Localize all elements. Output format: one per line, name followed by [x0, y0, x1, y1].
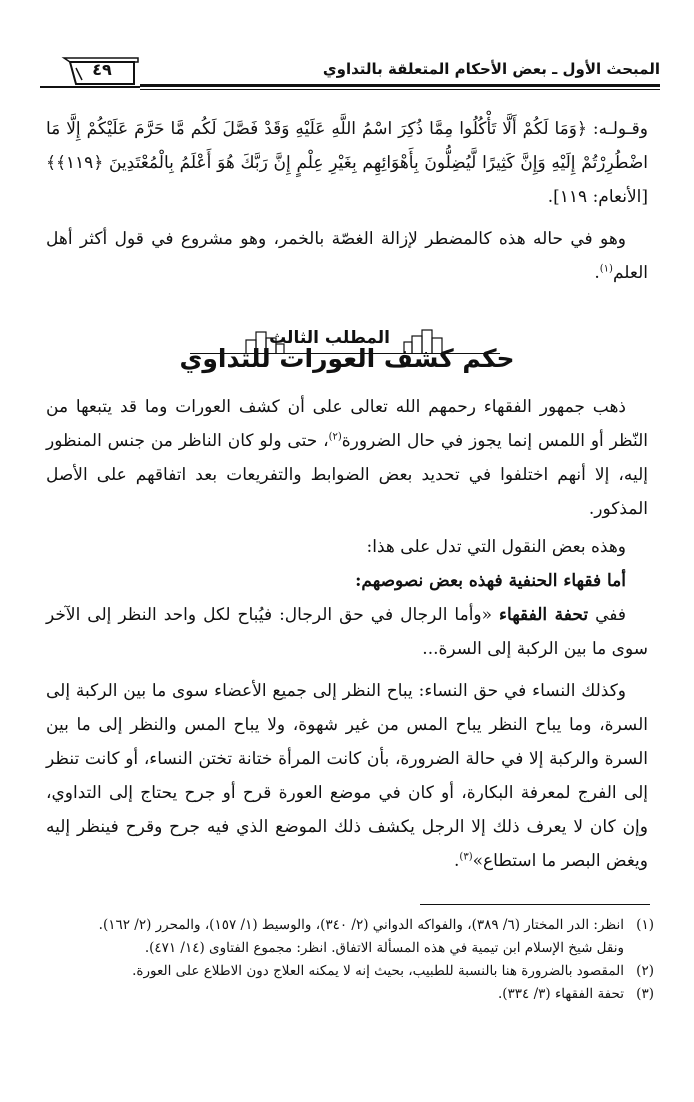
footnote-number: (٣)	[636, 986, 654, 1002]
section-title: حكم كشف العورات للتداوي	[179, 344, 515, 373]
footnote-ref: (٢)	[328, 431, 342, 443]
paragraph-text: ذهب جمهور الفقهاء رحمهم الله تعالى على أن كشف العورات وما قد يتبعها من النّظر أو اللمس إنما يجوز في حال الضرورة	[46, 397, 648, 451]
subheading-text: أما فقهاء الحنفية فهذه بعض نصوصهم:	[355, 571, 626, 591]
footnote-number: (٢)	[636, 963, 654, 979]
footnote	[46, 914, 654, 937]
paragraph-text: وهذه بعض النقول التي تدل على هذا:	[366, 537, 626, 557]
footnotes	[46, 914, 654, 1006]
footnote-text: المقصود بالضرورة هنا بالنسبة للطبيب، بحيث إنه لا يمكنه العلاج دون الاطلاع على العورة.	[132, 963, 624, 979]
footnote-ref: (٣)	[459, 851, 473, 863]
paragraph-4	[46, 598, 648, 666]
paragraph-2	[46, 530, 648, 564]
paragraph-3	[46, 564, 648, 598]
footnote-ref: (١)	[599, 263, 613, 275]
book-title: تحفة الفقهاء	[499, 605, 589, 625]
verse-paragraph	[46, 112, 648, 214]
paragraph-end: .	[594, 263, 600, 283]
header-title: المبحث الأول ـ بعض الأحكام المتعلقة بالتداوي	[322, 60, 660, 78]
paragraph-text: وكذلك النساء في حق النساء: يباح النظر إلى جميع الأعضاء سوى ما بين الركبة إلى السرة، وما يباح النظر يباح المس من غير شهوة، ولا يباح المس والنظر إلى ما بين السرة والركبة إلا في حالة الضرورة، بأن كانت المرأة ختانة تختن النساء، أو كانت تنظر إلى الفرج لمعرفة البكارة، أو كان في موضع العورة قرح أو جرح يحتاج إلى التداوي، وإن كان لا يعرف ذلك إلا الرجل يكشف ذلك الموضع الذي فيه جرح وقرح فينظر إليه ويغض البصر ما استطاع»	[46, 681, 648, 871]
paragraph-text: وهو في حاله هذه كالمضطر لإزالة الغصّة بالخمر، وهو مشروع في قول أكثر أهل العلم	[46, 229, 648, 283]
page-number: ٤٩	[92, 60, 112, 79]
footnote-number: (١)	[636, 917, 654, 933]
footnote-number	[624, 937, 654, 960]
footnote-text: تحفة الفقهاء (٣/ ٣٣٤).	[497, 986, 624, 1002]
section-label: المطلب الثالث	[269, 328, 390, 348]
running-header	[40, 54, 660, 90]
footnote	[46, 983, 654, 1006]
footnote-text: انظر: الدر المختار (٦/ ٣٨٩)، والفواكه الدواني (٢/ ٣٤٠)، والوسيط (١/ ١٥٧)، والمحرر (٢/ ١٦٢).	[98, 917, 624, 933]
footnote-text: ونقل شيخ الإسلام ابن تيمية في هذه المسألة الاتفاق. انظر: مجموع الفتاوى (١٤/ ٤٧١).	[144, 940, 624, 956]
paragraph-text-continued: ، حتى ولو كان الناظر من جنس المنظور إليه، إلا أنهم اختلفوا في تحديد بعض الضوابط والتفريعات بعد اتفاقهم على الأصل المذكور.	[46, 431, 648, 519]
paragraph-text: «وأما الرجال في حق الرجال: فيُباح لكل واحد النظر إلى الآخر سوى ما بين الركبة إلى السرة...	[46, 605, 648, 659]
paragraph-prefix: ففي	[588, 605, 626, 625]
verse-reference: [الأنعام: ١١٩].	[547, 187, 648, 207]
page-number-box	[40, 54, 140, 90]
paragraph-after-verse	[46, 222, 648, 290]
paragraph-1	[46, 390, 648, 526]
verse-intro: وقـولـه:	[586, 119, 648, 139]
header-rule-thin	[140, 89, 660, 90]
paragraph-5	[46, 674, 648, 878]
paragraph-end: .	[454, 851, 460, 871]
header-rule	[140, 84, 660, 87]
quran-verse: ﴿وَمَا لَكُمْ أَلَّا تَأْكُلُوا مِمَّا ذُكِرَ اسْمُ اللَّهِ عَلَيْهِ وَقَدْ فَصَّلَ لَكُم مَّا حَرَّمَ عَلَيْكُمْ إِلَّا مَا اضْطُرِرْتُمْ إِلَيْهِ وَإِنَّ كَثِيرًا لَّيُضِلُّونَ بِأَهْوَائِهِم بِغَيْرِ عِلْمٍ إِنَّ رَبَّكَ هُوَ أَعْلَمُ بِالْمُعْتَدِينَ ﴿١١٩﴾﴾	[46, 119, 648, 173]
footnote	[46, 937, 654, 960]
verse-block	[46, 112, 648, 214]
footnote	[46, 960, 654, 983]
footnote-separator	[420, 904, 650, 905]
